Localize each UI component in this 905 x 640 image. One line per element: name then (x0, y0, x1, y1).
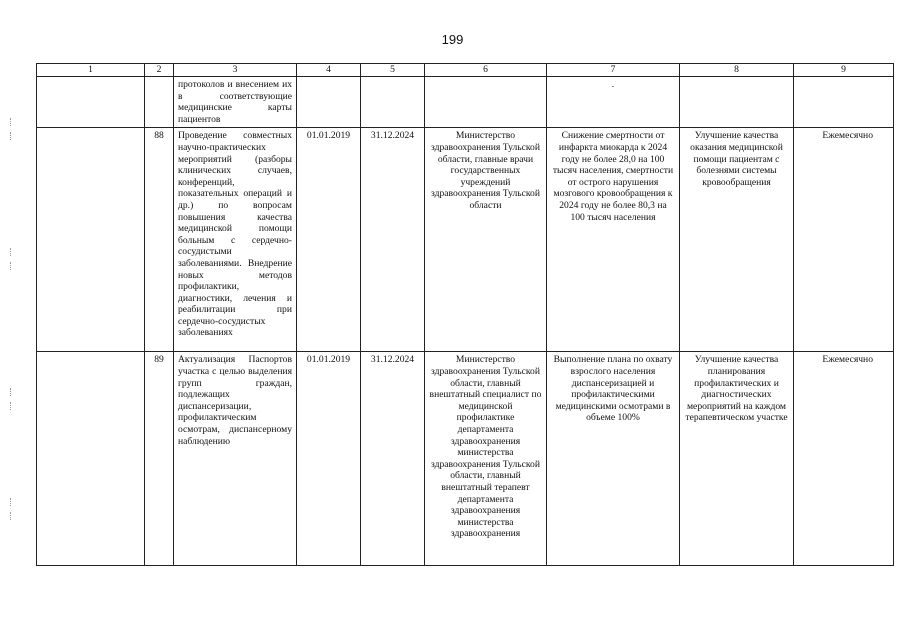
header-cell: 2 (145, 64, 174, 77)
row-number: 89 (145, 352, 174, 566)
frequency: Ежемесячно (794, 128, 894, 352)
expected-result: Улучшение качества оказания медицинской помощи пациентам с болезнями системы кровообращения (680, 128, 794, 352)
expected-result: Улучшение качества планирования профилактических и диагностических мероприятий на каждом терапевтическом участке (680, 352, 794, 566)
table-row (37, 128, 894, 352)
end-date: 31.12.2024 (361, 352, 425, 566)
header-cell: 9 (794, 64, 894, 77)
target-indicator: Выполнение плана по охвату взрослого населения диспансеризацией и профилактическими медицинскими осмотрами в объеме 100% (547, 352, 680, 566)
header-cell: 6 (425, 64, 547, 77)
header-cell: 5 (361, 64, 425, 77)
measure-title: Проведение совместных научно-практических мероприятий (разборы клинических случаев, конференций, показательных операций и др.) по вопросам повышения качества медицинской помощи больным с сердечно-сосудистыми заболеваниями. Внедрение новых методов профилактики, диагностики, лечения и реабилитации при сердечно-сосудистых заболеваниях (174, 128, 297, 352)
header-cell: 8 (680, 64, 794, 77)
frequency: Ежемесячно (794, 352, 894, 566)
empty-cell (794, 77, 894, 128)
empty-cell (37, 352, 145, 566)
responsible-executors: Министерство здравоохранения Тульской области, главный внештатный специалист по медицинской профилактике департамента здравоохранения министерства здравоохранения Тульской области, главный внештатный терапевт департамента здравоохранения министерства здравоохранения (425, 352, 547, 566)
header-cell: 1 (37, 64, 145, 77)
row-number: 88 (145, 128, 174, 352)
measures-table (36, 63, 894, 566)
empty-cell (680, 77, 794, 128)
start-date: 01.01.2019 (297, 128, 361, 352)
responsible-executors: Министерство здравоохранения Тульской области, главные врачи государственных учреждений здравоохранения Тульской области (425, 128, 547, 352)
start-date: 01.01.2019 (297, 352, 361, 566)
continuation-row (37, 77, 894, 128)
header-cell: 4 (297, 64, 361, 77)
measure-title: Актуализация Паспортов участка с целью выделения групп граждан, подлежащих диспансеризации, профилактическим осмотрам, диспансерному наблюдению (174, 352, 297, 566)
empty-cell (145, 77, 174, 128)
empty-cell (37, 128, 145, 352)
empty-cell (361, 77, 425, 128)
header-cell: 3 (174, 64, 297, 77)
end-date: 31.12.2024 (361, 128, 425, 352)
header-row (37, 64, 894, 77)
empty-cell (425, 77, 547, 128)
continuation-text: протоколов и внесением их в соответствующие медицинские карты пациентов (174, 77, 297, 128)
empty-cell (297, 77, 361, 128)
empty-cell (37, 77, 145, 128)
table-row (37, 352, 894, 566)
target-indicator: Снижение смертности от инфаркта миокарда к 2024 году не более 28,0 на 100 тысяч населения, смертности от острого нарушения мозгового кровообращения к 2024 году не более 80,3 на 100 тысяч населения (547, 128, 680, 352)
margin-dot-marks (10, 118, 14, 538)
page-number: 199 (441, 32, 464, 47)
header-cell: 7 (547, 64, 680, 77)
continuation-mark: . (547, 77, 680, 128)
